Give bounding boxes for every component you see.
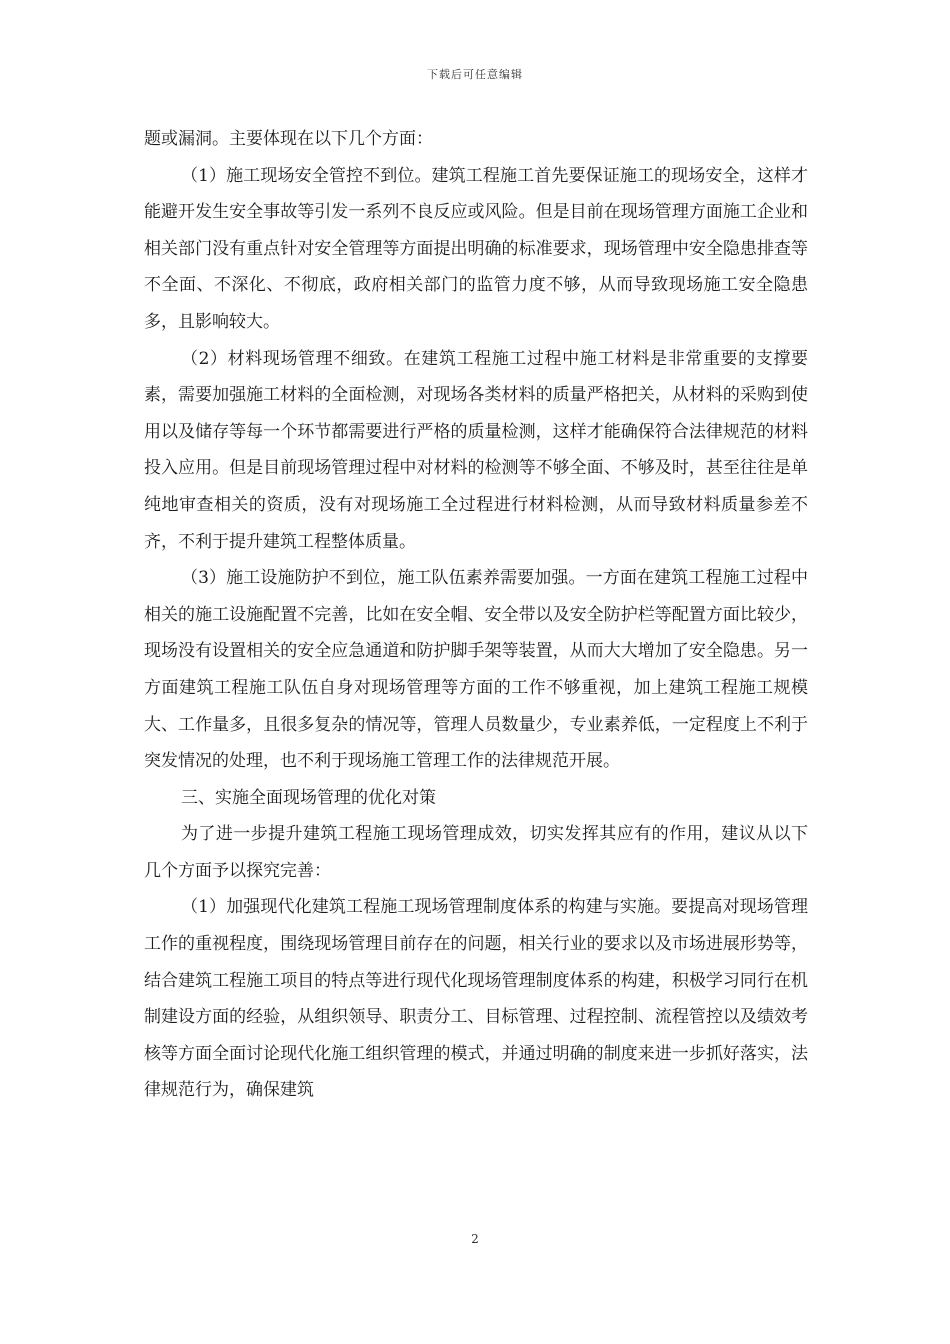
- paragraph-system-construction: （1）加强现代化建筑工程施工现场管理制度体系的构建与实施。要提高对现场管理工作的重视程度，围绕现场管理目前存在的问题，相关行业的要求以及市场进展形势等，结合建筑工程施工项目的特点等进行现代化现场管理制度体系的构建，积极学习同行在机制建设方面的经验，从组织领导、职责分工、目标管理、过程控制、流程管控以及绩效考核等方面全面讨论现代化施工组织管理的模式，并通过明确的制度来进一步抓好落实，法律规范行为，确保建筑: [144, 897, 808, 1101]
- document-body: [144, 121, 808, 1109]
- paragraph-intro: 为了进一步提升建筑工程施工现场管理成效，切实发挥其应有的作用，建议从以下几个方面予以探究完善：: [144, 824, 808, 881]
- paragraph-material-management: （2）材料现场管理不细致。在建筑工程施工过程中施工材料是非常重要的支撑要素，需要加强施工材料的全面检测，对现场各类材料的质量严格把关，从材料的采购到使用以及储存等每一个环节都需要进行严格的质量检测，这样才能确保符合法律规范的材料投入应用。但是目前现场管理过程中对材料的检测等不够全面、不够及时，甚至往往是单纯地审查相关的资质，没有对现场施工全过程进行材料检测，从而导致材料质量参差不齐，不利于提升建筑工程整体质量。: [144, 348, 808, 552]
- page-number: 2: [471, 1232, 479, 1246]
- section-heading: 三、实施全面现场管理的优化对策: [181, 787, 436, 808]
- page-header: 下载后可任意编辑: [427, 68, 523, 81]
- paragraph-safety-control: （1）施工现场安全管控不到位。建筑工程施工首先要保证施工的现场安全，这样才能避开发生安全事故等引发一系列不良反应或风险。但是目前在现场管理方面施工企业和相关部门没有重点针对安全管理等方面提出明确的标准要求，现场管理中安全隐患排查等不全面、不深化、不彻底，政府相关部门的监管力度不够，从而导致现场施工安全隐患多，且影响较大。: [144, 165, 808, 332]
- paragraph-facility-protection: （3）施工设施防护不到位，施工队伍素养需要加强。一方面在建筑工程施工过程中相关的施工设施配置不完善，比如在安全帽、安全带以及安全防护栏等配置方面比较少，现场没有设置相关的安全应急通道和防护脚手架等装置，从而大大增加了安全隐患。另一方面建筑工程施工队伍自身对现场管理等方面的工作不够重视，加上建筑工程施工规模大、工作量多，且很多复杂的情况等，管理人员数量少，专业素养低，一定程度上不利于突发情况的处理，也不利于现场施工管理工作的法律规范开展。: [144, 568, 808, 772]
- paragraph-continuation: 题或漏洞。主要体现在以下几个方面：: [144, 129, 433, 149]
